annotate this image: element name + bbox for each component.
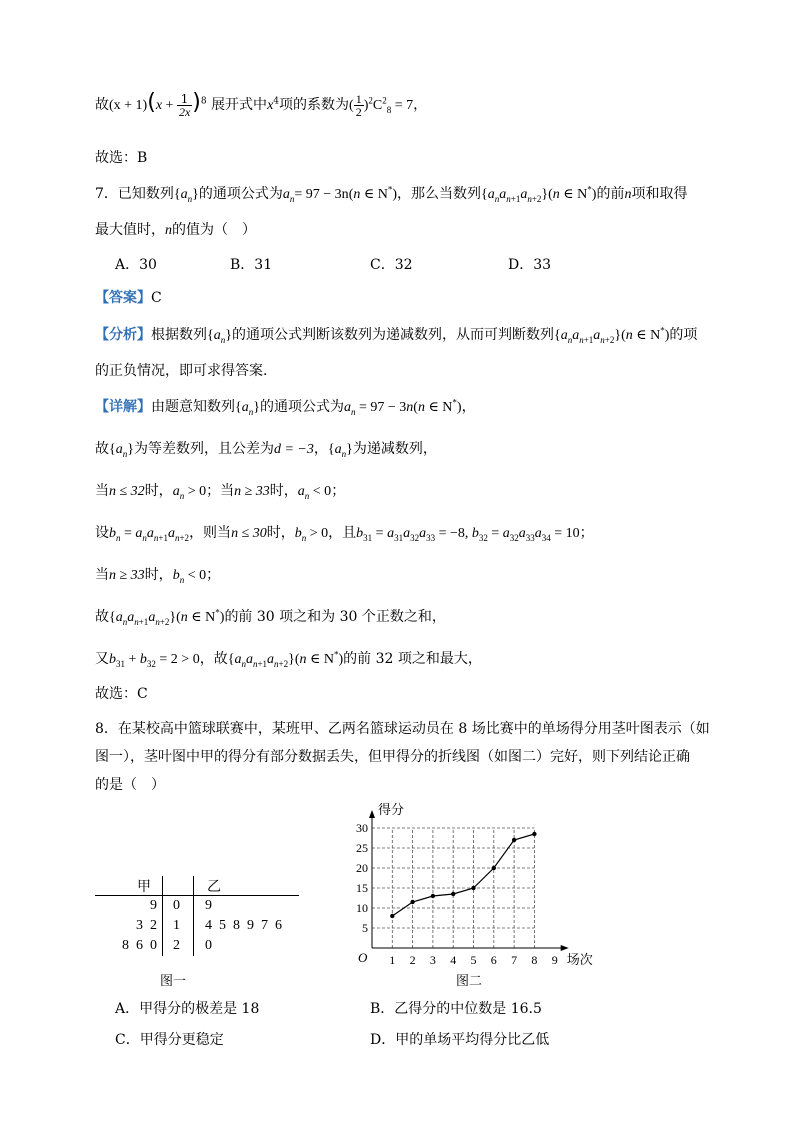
q7-d5d: < 0	[187, 568, 207, 583]
x-tick-label: 9	[551, 953, 558, 967]
q7-d2d: ，	[313, 441, 328, 457]
q7-d4c: n ≤ 30	[231, 526, 267, 541]
stemleaf-row-stem: 2	[173, 938, 180, 953]
q7-d4f: ，且	[328, 525, 357, 541]
q7-detail-line4: 设$b_n = a_na_{n+1}a_{n+2}$，则当n ≤ 30时，$b_n > 0$，且$b_{31} = a_{31}a_{32}a_{33} = -8$, $b_{32} = a_{32}a_{33}a_{34} = 10$；	[95, 525, 594, 543]
q7-d6a: 故	[95, 609, 109, 625]
q8-option-b[interactable]: B．乙得分的中位数是 16.5	[370, 1001, 542, 1017]
q7-stem-line2: 最大值时，n的值为（ ）	[95, 222, 256, 238]
q7-option-c[interactable]: C．32	[370, 257, 413, 273]
q7-formula-a: a	[282, 187, 290, 202]
q7-s1: 7．已知数列	[95, 186, 174, 202]
stemleaf-divider-right	[193, 876, 194, 956]
q7-d6b: 的前 30 项之和为 30 个正数之和，	[224, 609, 446, 625]
q7-d4a: 设	[95, 525, 109, 541]
q6-factor-1: (x + 1)	[109, 98, 148, 113]
q7-detail-line5: 当n ≥ 33时，$b_n < 0$；	[95, 567, 221, 585]
q7-detail-line3: 当n ≤ 32时，$a_n > 0$；当n ≥ 33时，$a_n < 0$；	[95, 483, 346, 501]
chart-series	[390, 832, 536, 918]
stemleaf-head-right: 乙	[207, 880, 221, 895]
q7-d5e: ；	[206, 567, 221, 583]
score-data-point	[431, 894, 435, 898]
q7-d2a: 故	[95, 441, 109, 457]
q7-d3b: n ≤ 32	[109, 484, 145, 499]
q7-formula-rhs: = 97 − 3n	[294, 187, 349, 202]
q7-option-b[interactable]: B．31	[230, 257, 273, 273]
q7-analysis-line1: 【分析】根据数列$\{a_n\}$的通项公式判断该数列为递减数列，从而可判断数列$\{a_na_{n+1}a_{n+2}\}(n$ ∈ N*)的项	[95, 325, 698, 345]
q7-d3h: < 0	[312, 484, 332, 499]
y-axis-arrow	[369, 810, 375, 818]
q7-d3g: 时，	[269, 483, 298, 499]
q7-d3c: 时，	[144, 483, 173, 499]
q7-detail-tag: 【详解】	[95, 399, 151, 415]
q7-d3a: 当	[95, 483, 109, 499]
x-tick-label: 2	[409, 953, 416, 967]
q7-s5: 项和取得	[631, 186, 688, 202]
q7-d7c: ，故	[199, 651, 228, 667]
y-tick-label: 25	[356, 841, 368, 855]
y-tick-label: 15	[356, 881, 368, 895]
q7-s2: 的通项公式为	[198, 186, 283, 202]
q6-prefix: 故	[95, 97, 109, 113]
q6-x: x	[155, 98, 163, 113]
stemleaf-row-right: 4 5 8 9 7 6	[205, 918, 282, 933]
q7-stem-line1: 7．已知数列$\{a_n\}$的通项公式为$a_n= 97 - 3n(n$ ∈ N*)，那么当数列$\{a_na_{n+1}a_{n+2}\}(n$ ∈ N*)的前n项和取得	[95, 184, 688, 204]
q7-d4h: = 10	[554, 526, 580, 541]
stemleaf-row-stem: 1	[173, 918, 180, 933]
q8-option-d[interactable]: D．甲的单场平均得分比乙低	[370, 1032, 550, 1048]
score-line-chart	[350, 800, 610, 975]
stemleaf-divider-left	[162, 876, 163, 956]
x-tick-label: 1	[389, 953, 396, 967]
q7-d3e: ；当	[206, 483, 235, 499]
q8-option-c[interactable]: C．甲得分更稳定	[115, 1032, 224, 1048]
stem-leaf-plot	[95, 876, 305, 956]
q7-option-a[interactable]: A．30	[115, 257, 157, 273]
chart-origin: O	[358, 950, 368, 965]
q7-d4e: > 0	[309, 526, 329, 541]
q7-d7d: 的前 32 项之和最大，	[343, 651, 482, 667]
chart-ylabel: 得分	[378, 803, 405, 818]
q7-detail-line2: 故$\{a_n\}$为等差数列，且公差为d = −3，$\{a_n\}$为递减数列，	[95, 441, 437, 459]
q7-d7a: 又	[95, 651, 109, 667]
x-tick-label: 7	[511, 953, 518, 967]
q7-s7: 的值为（ ）	[172, 222, 256, 238]
q7-d4d: 时，	[266, 525, 295, 541]
q7-s3: ，那么当数列	[397, 186, 482, 202]
q7-d4g: = −8,	[438, 526, 469, 541]
q7-d1c: ，	[461, 399, 476, 415]
q7-answer-line	[95, 287, 162, 307]
q7-d5c: 时，	[144, 567, 173, 583]
q8-stem-line2: 图一），茎叶图中甲的得分有部分数据丢失，但甲得分的折线图（如图二）完好，则下列结论正确	[95, 749, 690, 765]
x-tick-label: 3	[429, 953, 436, 967]
stemleaf-row-left: 3 2	[136, 918, 157, 933]
q7-a2: 的通项公式判断该数列为递减数列，从而可判断数列	[231, 327, 554, 343]
q7-detail-line1: 【详解】由题意知数列$\{a_n\}$的通项公式为$a_n = 97 - 3n(n$ ∈ N*)，	[95, 397, 476, 417]
stemleaf-row-stem: 0	[173, 898, 180, 913]
chart-ticks	[356, 821, 558, 967]
q7-d3i: ；	[331, 483, 346, 499]
chart-axes	[369, 810, 569, 951]
q6-coef-expr: ( $\frac{1}{2}$ )$^2C^2_8$	[349, 92, 392, 120]
stemleaf-row-right: 9	[205, 898, 212, 913]
stemleaf-row-left: 9	[150, 898, 157, 913]
y-tick-label: 5	[362, 921, 368, 935]
y-tick-label: 10	[356, 901, 368, 915]
q7-d4i: ；	[579, 525, 594, 541]
y-tick-label: 30	[356, 821, 368, 835]
q6-frac: $\frac{1}{2x}$	[178, 91, 191, 119]
q6-term-exp: 4	[273, 96, 280, 107]
chart-caption: 图二	[456, 974, 483, 989]
stemleaf-head-left: 甲	[137, 880, 151, 895]
q7-d5b: n ≥ 33	[109, 568, 145, 583]
q6-expand-text: 展开式中	[211, 97, 268, 113]
score-data-point	[451, 892, 455, 896]
q7-d2c: d = −3	[273, 442, 314, 457]
q7-s6: 最大值时，	[95, 222, 165, 238]
x-axis-arrow	[561, 945, 569, 951]
q7-answer: C	[151, 290, 162, 306]
q7-d7b: = 2 > 0	[159, 652, 200, 667]
chart-xlabel: 场次	[566, 953, 593, 968]
stemleaf-caption: 图一	[160, 974, 187, 989]
q7-s4: 的前	[596, 186, 625, 202]
score-data-point	[471, 886, 475, 890]
score-data-point	[410, 900, 414, 904]
q7-d2b: 为等差数列，且公差为	[133, 441, 274, 457]
q7-d3f: n ≥ 33	[234, 484, 270, 499]
x-tick-label: 5	[470, 953, 477, 967]
q7-d5a: 当	[95, 567, 109, 583]
q7-detail-line6: 故$\{a_na_{n+1}a_{n+2}\}(n$ ∈ N*)的前 30 项之和为 30 个正数之和，	[95, 607, 446, 627]
q7-d4b: ，则当	[189, 525, 232, 541]
q7-d1a: 由题意知数列	[151, 399, 235, 415]
q7-answer-tag: 【答案】	[95, 290, 151, 306]
score-data-point	[492, 866, 496, 870]
score-data-point	[512, 838, 516, 842]
q7-choose: 故选：C	[95, 686, 148, 702]
q7-analysis-line2: 的正负情况，即可求得答案.	[95, 363, 268, 379]
q7-d3d: > 0	[187, 484, 207, 499]
q7-analysis-tag: 【分析】	[95, 327, 151, 343]
q6-paren-close: )	[192, 90, 201, 115]
q7-d2e: 为递减数列，	[352, 441, 437, 457]
q7-a1: 根据数列	[151, 327, 207, 343]
stemleaf-row-left: 8 6 0	[122, 938, 157, 953]
q7-detail-line7: 又$b_{31} + b_{32} = 2 > 0$，故$\{a_na_{n+1}a_{n+2}\}(n$ ∈ N*)的前 32 项之和最大，	[95, 649, 482, 669]
q7-d1b: 的通项公式为	[259, 399, 344, 415]
stemleaf-row-right: 0	[205, 938, 212, 953]
q6-coef-value: = 7，	[394, 98, 428, 113]
q8-option-a[interactable]: A．甲得分的极差是 18	[115, 1001, 260, 1017]
q8-stem-line3: 的是（ ）	[95, 777, 165, 793]
q6-coef-text: 项的系数为	[279, 97, 350, 113]
q6-choose: 故选：B	[95, 150, 148, 166]
score-data-point	[532, 832, 536, 836]
q6-coefficient-line: 故(x + 1)(x + $\frac{1}{2x}$ )$^8$ 展开式中$x^4$项的系数为( $\frac{1}{2}$ )$^2C^2_8 = 7$，	[95, 90, 428, 120]
q6-term-var: x	[267, 98, 274, 113]
q7-a3: 的项	[669, 327, 698, 343]
y-tick-label: 20	[356, 861, 368, 875]
q6-paren-open: (	[147, 90, 156, 115]
x-tick-label: 4	[450, 953, 457, 967]
score-data-point	[390, 914, 394, 918]
x-tick-label: 8	[531, 953, 538, 967]
q7-option-d[interactable]: D．33	[508, 257, 552, 273]
stemleaf-header-rule	[95, 895, 299, 896]
x-tick-label: 6	[490, 953, 497, 967]
q8-stem-line1: 8．在某校高中篮球联赛中，某班甲、乙两名篮球运动员在 8 场比赛中的单场得分用茎叶图表示（如	[95, 721, 710, 737]
